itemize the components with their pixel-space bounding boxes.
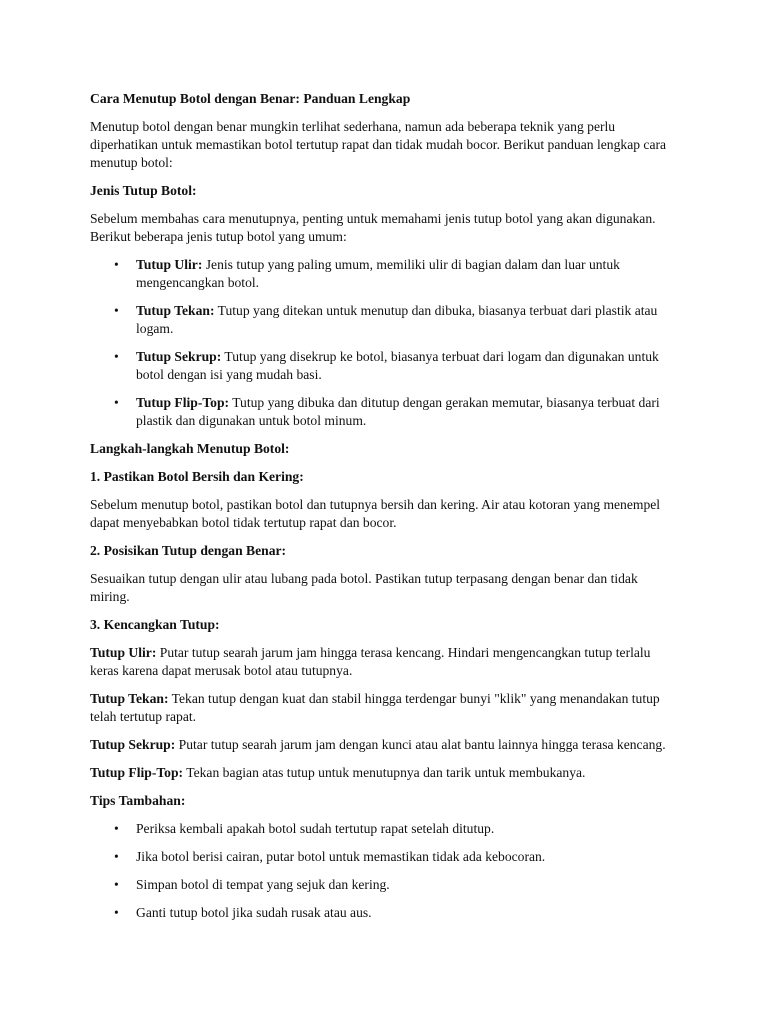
tips-heading: Tips Tambahan:: [90, 793, 186, 808]
step3-item-ulir: [90, 644, 680, 680]
jenis-heading: Jenis Tutup Botol:: [90, 183, 197, 198]
jenis-list: [90, 256, 680, 430]
bullet-marker: •: [114, 905, 119, 920]
item-desc: Tutup yang ditekan untuk menutup dan dibuka, biasanya terbuat dari plastik atau logam.: [136, 303, 658, 336]
item-desc: Tekan tutup dengan kuat dan stabil hingga terdengar bunyi "klik" yang menandakan tutup telah tertutup rapat.: [90, 691, 660, 724]
item-term: Tutup Sekrup:: [90, 737, 176, 752]
step3-heading: 3. Kencangkan Tutup:: [90, 617, 220, 632]
langkah-heading: Langkah-langkah Menutup Botol:: [90, 441, 290, 456]
list-item: [114, 848, 680, 866]
bullet-marker: •: [114, 877, 119, 892]
bullet-marker: •: [114, 349, 119, 364]
item-text: Ganti tutup botol jika sudah rusak atau aus.: [136, 905, 372, 920]
step2-paragraph: Sesuaikan tutup dengan ulir atau lubang pada botol. Pastikan tutup terpasang dengan benar dan tidak miring.: [90, 571, 638, 604]
item-desc: Putar tutup searah jarum jam hingga terasa kencang. Hindari mengencangkan tutup terlalu keras karena dapat merusak botol atau tutupnya.: [90, 645, 651, 678]
list-item: [114, 348, 680, 384]
item-term: Tutup Ulir:: [90, 645, 157, 660]
jenis-intro-paragraph: Sebelum membahas cara menutupnya, penting untuk memahami jenis tutup botol yang akan digunakan. Berikut beberapa jenis tutup botol yang umum:: [90, 211, 656, 244]
step3-item-sekrup: [90, 736, 680, 754]
bullet-marker: •: [114, 257, 119, 272]
step3-item-fliptop: [90, 764, 680, 782]
item-term: Tutup Ulir:: [136, 257, 203, 272]
list-item: [114, 302, 680, 338]
intro-paragraph: Menutup botol dengan benar mungkin terlihat sederhana, namun ada beberapa teknik yang perlu diperhatikan untuk memastikan botol tertutup rapat dan tidak mudah bocor. Berikut panduan lengkap cara menutup botol:: [90, 119, 667, 170]
item-term: Tutup Flip-Top:: [90, 765, 184, 780]
item-desc: Jenis tutup yang paling umum, memiliki ulir di bagian dalam dan luar untuk mengencangkan botol.: [136, 257, 620, 290]
document-page: [90, 90, 680, 932]
list-item: [114, 820, 680, 838]
document-title: Cara Menutup Botol dengan Benar: Panduan Lengkap: [90, 91, 411, 106]
item-text: Jika botol berisi cairan, putar botol untuk memastikan tidak ada kebocoran.: [136, 849, 546, 864]
item-term: Tutup Flip-Top:: [136, 395, 230, 410]
item-desc: Putar tutup searah jarum jam dengan kunci atau alat bantu lainnya hingga terasa kencang.: [175, 737, 666, 752]
item-desc: Tutup yang dibuka dan ditutup dengan gerakan memutar, biasanya terbuat dari plastik dan digunakan untuk botol minum.: [136, 395, 660, 428]
step3-item-tekan: [90, 690, 680, 726]
list-item: [114, 394, 680, 430]
bullet-marker: •: [114, 303, 119, 318]
step1-heading: 1. Pastikan Botol Bersih dan Kering:: [90, 469, 304, 484]
item-desc: Tekan bagian atas tutup untuk menutupnya dan tarik untuk membukanya.: [183, 765, 586, 780]
bullet-marker: •: [114, 395, 119, 410]
item-term: Tutup Tekan:: [90, 691, 169, 706]
step1-paragraph: Sebelum menutup botol, pastikan botol dan tutupnya bersih dan kering. Air atau kotoran yang menempel dapat menyebabkan botol tidak tertutup rapat dan bocor.: [90, 497, 661, 530]
list-item: [114, 876, 680, 894]
item-text: Periksa kembali apakah botol sudah tertutup rapat setelah ditutup.: [136, 821, 495, 836]
item-desc: Tutup yang disekrup ke botol, biasanya terbuat dari logam dan digunakan untuk botol dengan isi yang mudah basi.: [136, 349, 659, 382]
tips-list: [90, 820, 680, 922]
list-item: [114, 256, 680, 292]
step2-heading: 2. Posisikan Tutup dengan Benar:: [90, 543, 287, 558]
bullet-marker: •: [114, 849, 119, 864]
bullet-marker: •: [114, 821, 119, 836]
item-term: Tutup Tekan:: [136, 303, 215, 318]
item-text: Simpan botol di tempat yang sejuk dan kering.: [136, 877, 390, 892]
list-item: [114, 904, 680, 922]
item-term: Tutup Sekrup:: [136, 349, 222, 364]
